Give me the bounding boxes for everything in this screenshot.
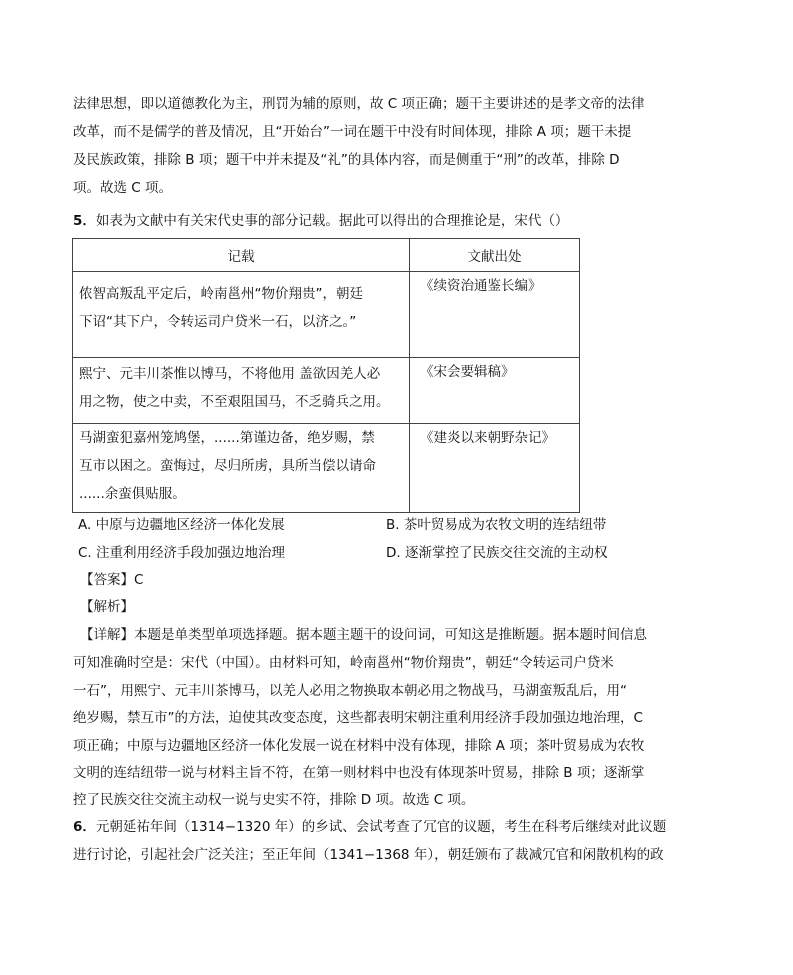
detail-line-1: 【详解】本题是单类型单项选择题。据本题主题干的设问词，可知这是推断题。据本题时间信息 <box>80 627 647 643</box>
record-cell <box>73 424 410 513</box>
source-cell <box>410 272 580 358</box>
table-row <box>73 358 580 424</box>
record-line: 互市以困之。蛮悔过，尽归所虏，具所当偿以请命 <box>79 458 376 474</box>
record-line: ......余蛮俱贴服。 <box>79 486 186 502</box>
source-title: 《宋会要辑稿》 <box>420 364 515 380</box>
option-b: B. 茶叶贸易成为农牧文明的连结纽带 <box>386 517 607 533</box>
prev-explanation-line-2: 改革，而不是儒学的普及情况，且“开始台”一词在题干中没有时间体现，排除 A 项；题干未提 <box>73 124 632 140</box>
option-a: A. 中原与边疆地区经济一体化发展 <box>78 517 285 533</box>
source-cell <box>410 358 580 424</box>
option-c: C. 注重利用经济手段加强边地治理 <box>78 545 286 561</box>
prev-explanation-line-4: 项。故选 C 项。 <box>73 180 173 196</box>
record-line: 侬智高叛乱平定后，岭南邕州“物价翔贵”，朝廷 <box>79 286 363 302</box>
detail-line-3: 一石”，用熙宁、元丰川茶博马，以羌人必用之物换取本朝必用之物战马，马湖蛮叛乱后，用“ <box>73 683 627 699</box>
record-line: 用之物，使之中卖，不至艰阻国马，不乏骑兵之用。 <box>79 394 390 410</box>
answer-label: 【答案】C <box>80 572 144 588</box>
detail-line-4: 绝岁赐，禁互市”的方法，迫使其改变态度，这些都表明宋朝注重利用经济手段加强边地治理，C <box>73 710 643 726</box>
table-header-row <box>73 239 580 272</box>
source-cell <box>410 424 580 513</box>
record-line: 熙宁、元丰川茶惟以博马，不将他用 盖欲因羌人必 <box>79 366 381 382</box>
table-row <box>73 424 580 513</box>
analysis-label: 【解析】 <box>80 599 134 615</box>
detail-line-6: 文明的连结纽带一说与材料主旨不符，在第一则材料中也没有体现茶叶贸易，排除 B 项；逐渐掌 <box>73 765 645 781</box>
records-table <box>72 238 580 513</box>
source-title: 《建炎以来朝野杂记》 <box>420 430 555 446</box>
record-cell <box>73 358 410 424</box>
table-row <box>73 272 580 358</box>
record-line: 马湖蛮犯嘉州笼鸠堡，......第谨边备，绝岁赐，禁 <box>79 430 375 446</box>
table-header-source: 文献出处 <box>410 239 580 272</box>
question-5-stem: 5．如表为文献中有关宋代史事的部分记载。据此可以得出的合理推论是，宋代（） <box>73 213 569 229</box>
record-cell <box>73 272 410 358</box>
prev-explanation-line-3: 及民族政策，排除 B 项；题干中并未提及“礼”的具体内容，而是侧重于“刑”的改革，排除 D <box>73 152 620 168</box>
detail-line-7: 控了民族交往交流主动权一说与史实不符，排除 D 项。故选 C 项。 <box>73 792 475 808</box>
table-header-record: 记载 <box>73 239 410 272</box>
question-6-line-1: 6．元朝延祐年间（1314−1320 年）的乡试、会试考查了冗官的议题，考生在科考后继续对此议题 <box>73 819 667 835</box>
question-6-line-2: 进行讨论，引起社会广泛关注；至正年间（1341−1368 年），朝廷颁布了裁减冗官和闲散机构的政 <box>73 847 664 863</box>
prev-explanation-line-1: 法律思想，即以道德教化为主，刑罚为辅的原则，故 C 项正确；题干主要讲述的是孝文帝的法律 <box>73 96 645 112</box>
record-line: 下诏“其下户，令转运司户贷米一石，以济之。” <box>79 314 357 330</box>
option-d: D. 逐渐掌控了民族交往交流的主动权 <box>386 545 608 561</box>
detail-line-5: 项正确；中原与边疆地区经济一体化发展一说在材料中没有体现，排除 A 项；茶叶贸易成为农牧 <box>73 738 645 754</box>
source-title: 《续资治通鉴长编》 <box>420 278 542 294</box>
detail-line-2: 可知准确时空是：宋代（中国）。由材料可知，岭南邕州“物价翔贵”，朝廷“令转运司户贷米 <box>73 655 614 671</box>
